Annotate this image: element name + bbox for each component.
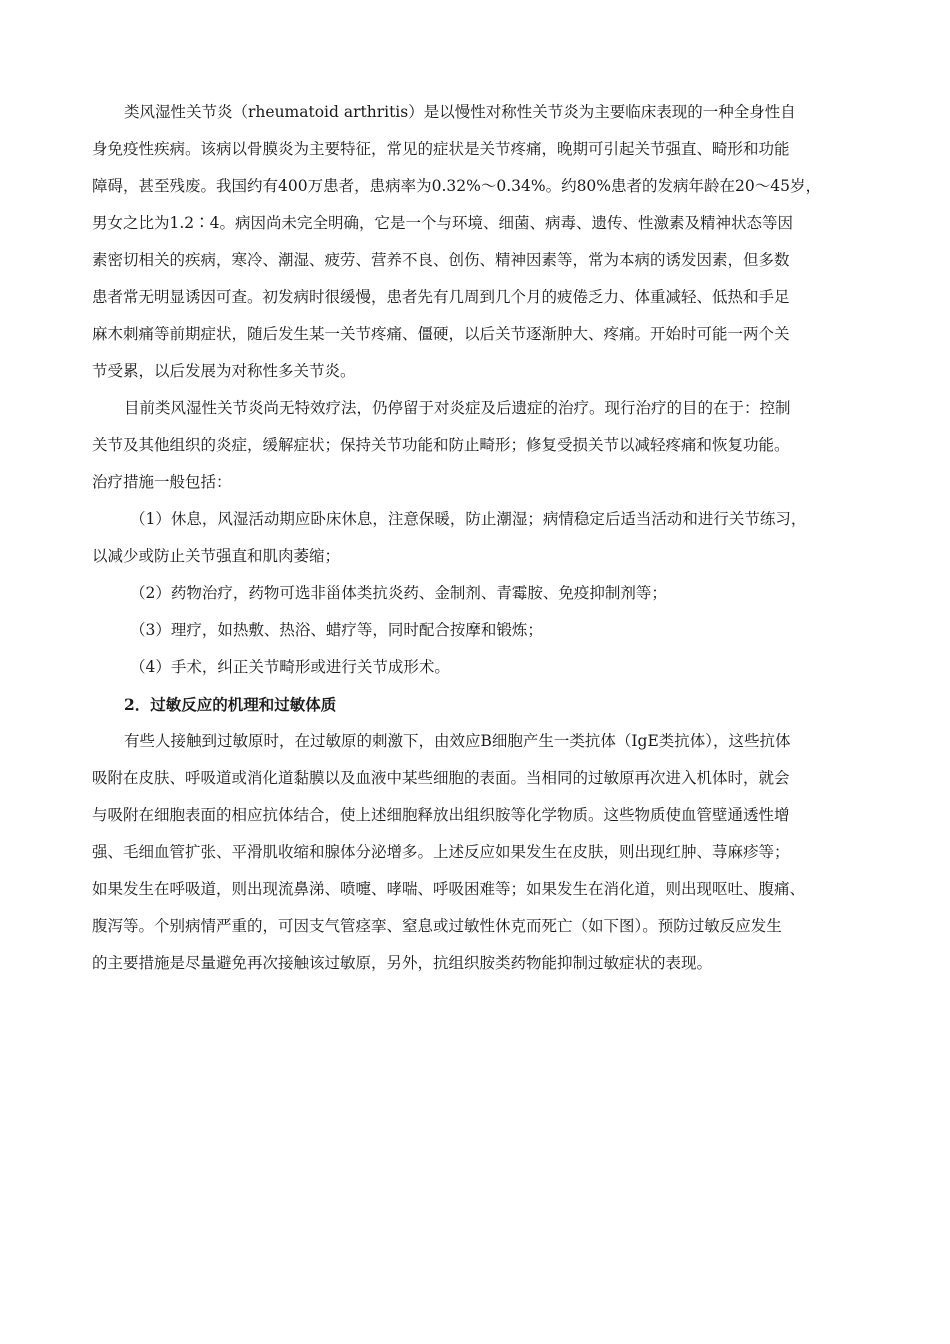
text-line: 吸附在皮肤、呼吸道或消化道黏膜以及血液中某些细胞的表面。当相同的过敏原再次进入机体时，就会 [92,769,790,787]
document-page [92,94,858,982]
text-line: 以减少或防止关节强直和肌肉萎缩； [92,547,341,565]
text-line: 与吸附在细胞表面的相应抗体结合，使上述细胞释放出组织胺等化学物质。这些物质使血管壁通透性增 [92,806,790,824]
treatment-list [92,501,858,686]
list-item: （4）手术，纠正关节畸形或进行关节成形术。 [130,658,450,676]
text-line: 身免疫性疾病。该病以骨膜炎为主要特征，常见的症状是关节疼痛，晚期可引起关节强直、畸形和功能 [92,140,790,158]
paragraph-allergy-mechanism [92,723,858,982]
text-line: 治疗措施一般包括： [92,473,232,491]
text-line: 腹泻等。个别病情严重的，可因支气管痉挛、窒息或过敏性休克而死亡（如下图）。预防过敏反应发生 [92,917,782,935]
text-line: 患者常无明显诱因可查。初发病时很缓慢，患者先有几周到几个月的疲倦乏力、体重减轻、低热和手足 [92,288,790,306]
text-line: 男女之比为1.2∶4。病因尚未完全明确，它是一个与环境、细菌、病毒、遗传、性激素及精神状态等因 [92,214,794,232]
paragraph-treatment [92,390,858,501]
text-line: （1）休息，风湿活动期应卧床休息，注意保暖，防止潮湿；病情稳定后适当活动和进行关节练习， [130,510,807,528]
text-line: 麻木刺痛等前期症状，随后发生某一关节疼痛、僵硬，以后关节逐渐肿大、疼痛。开始时可能一两个关 [92,325,790,343]
text-line: 类风湿性关节炎（rheumatoid arthritis）是以慢性对称性关节炎为主要临床表现的一种全身性自 [124,103,796,121]
text-line: 关节及其他组织的炎症，缓解症状；保持关节功能和防止畸形；修复受损关节以减轻疼痛和恢复功能。 [92,436,790,454]
text-line: 的主要措施是尽量避免再次接触该过敏原，另外，抗组织胺类药物能抑制过敏症状的表现。 [92,954,713,972]
text-line: 强、毛细血管扩张、平滑肌收缩和腺体分泌增多。上述反应如果发生在皮肤，则出现红肿、荨麻疹等； [92,843,790,861]
list-item: （2）药物治疗，药物可选非甾体类抗炎药、金制剂、青霉胺、免疫抑制剂等； [130,584,667,602]
text-line: 目前类风湿性关节炎尚无特效疗法，仍停留于对炎症及后遗症的治疗。现行治疗的目的在于：控制 [124,399,791,417]
list-item: （3）理疗，如热敷、热浴、蜡疗等，同时配合按摩和锻炼； [130,621,543,639]
text-line: 素密切相关的疾病，寒冷、潮湿、疲劳、营养不良、创伤、精神因素等，常为本病的诱发因素，但多数 [92,251,790,269]
text-line: 障碍，甚至残废。我国约有400万患者，患病率为0.32%～0.34%。约80%患者的发病年龄在20～45岁， [92,177,821,195]
paragraph-rheumatoid-arthritis [92,94,858,390]
list-item [92,501,858,575]
text-line: 节受累，以后发展为对称性多关节炎。 [92,362,356,380]
section-heading: 2．过敏反应的机理和过敏体质 [124,695,337,714]
text-line: 如果发生在呼吸道，则出现流鼻涕、喷嚏、哮喘、呼吸困难等；如果发生在消化道，则出现呕吐、腹痛、 [92,880,806,898]
text-line: 有些人接触到过敏原时，在过敏原的刺激下，由效应B细胞产生一类抗体（IgE类抗体），这些抗体 [124,732,791,750]
